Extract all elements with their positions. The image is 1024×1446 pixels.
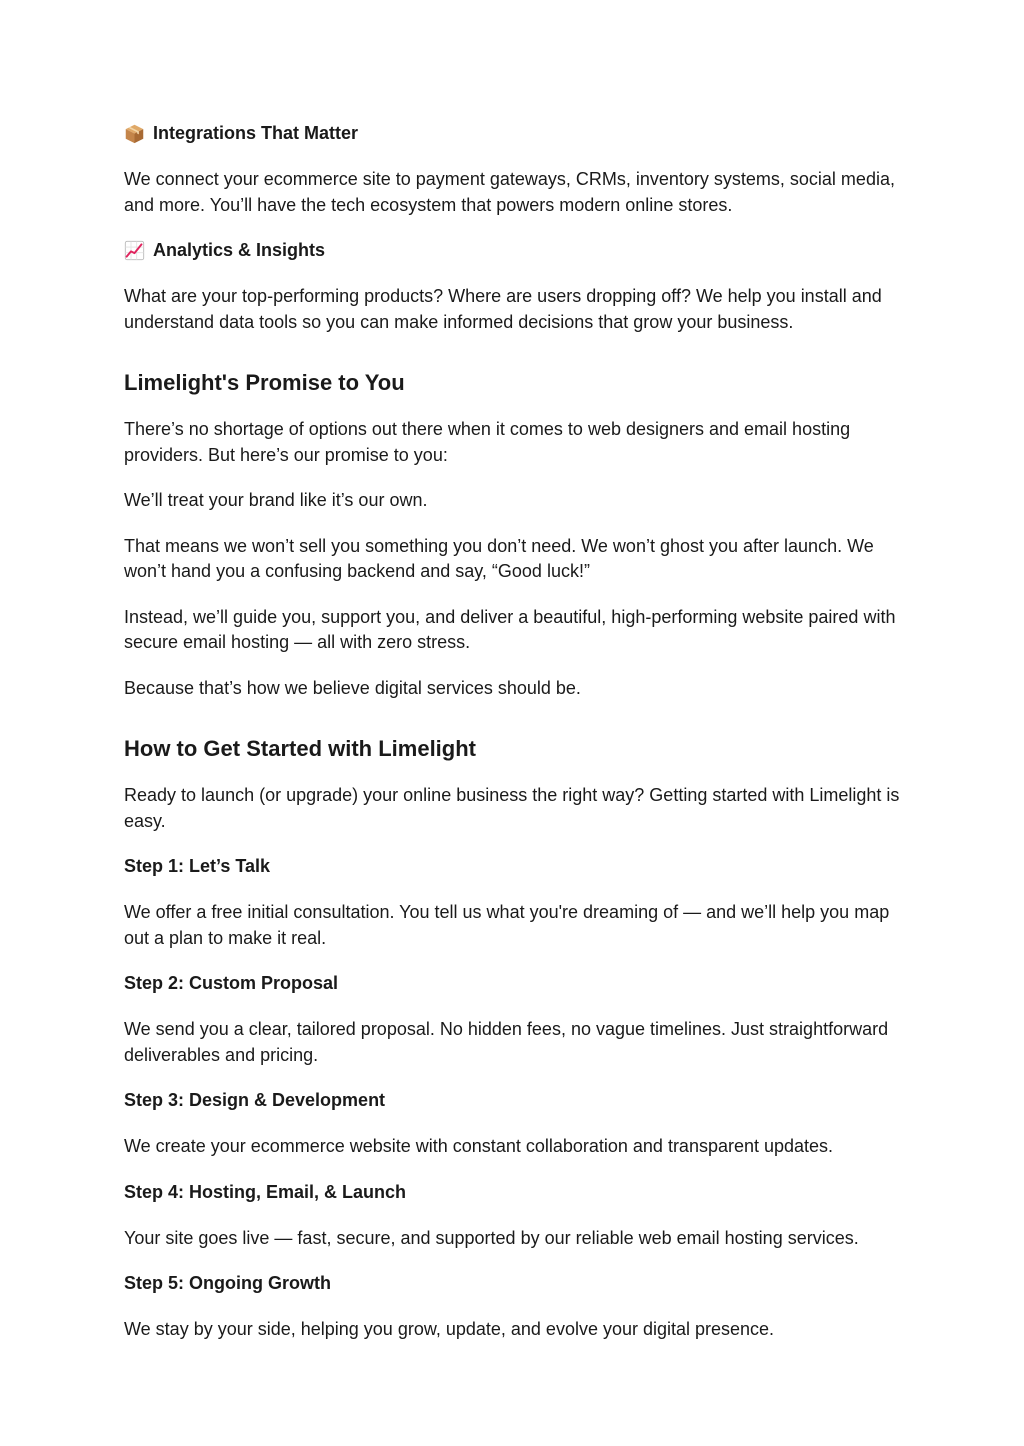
- step-5-description: We stay by your side, helping you grow, update, and evolve your digital presence.: [124, 1319, 775, 1339]
- package-icon: [124, 123, 145, 144]
- promise-paragraph: We’ll treat your brand like it’s our own.: [124, 490, 428, 510]
- feature-description: What are your top-performing products? Where are users dropping off? We help you install and understand data tools so you can make informed decisions that grow your business.: [124, 286, 882, 332]
- promise-heading: Limelight's Promise to You: [124, 370, 405, 395]
- step-5-title: Step 5: Ongoing Growth: [124, 1273, 331, 1293]
- step-2-title: Step 2: Custom Proposal: [124, 973, 339, 993]
- step-4-description: Your site goes live — fast, secure, and supported by our reliable web email hosting services.: [124, 1227, 859, 1248]
- step-1-title: Step 1: Let’s Talk: [124, 856, 271, 876]
- feature-heading-integrations: [124, 121, 914, 146]
- promise-paragraph: Because that’s how we believe digital services should be.: [124, 677, 581, 698]
- step-3-description: We create your ecommerce website with constant collaboration and transparent updates.: [124, 1136, 834, 1156]
- promise-paragraph: Instead, we’ll guide you, support you, and deliver a beautiful, high-performing website paired with secure email hosting — all with zero stress.: [124, 606, 896, 652]
- step-2-description: We send you a clear, tailored proposal. No hidden fees, no vague timelines. Just straightforward deliverables and pricing.: [124, 1019, 889, 1065]
- feature-title: Integrations That Matter: [153, 123, 359, 143]
- step-4-title: Step 4: Hosting, Email, & Launch: [124, 1181, 407, 1202]
- chart-increasing-icon: [124, 240, 145, 261]
- feature-heading-analytics: [124, 238, 914, 263]
- getting-started-heading: How to Get Started with Limelight: [124, 736, 476, 761]
- feature-title: Analytics & Insights: [153, 240, 326, 260]
- promise-paragraph: That means we won’t sell you something you don’t need. We won’t ghost you after launch. We won’t hand you a confusing backend and say, “Good luck!”: [124, 535, 874, 581]
- step-1-description: We offer a free initial consultation. You tell us what you're dreaming of — and we’ll help you map out a plan to make it real.: [124, 902, 890, 948]
- step-3-title: Step 3: Design & Development: [124, 1090, 386, 1110]
- promise-paragraph: There’s no shortage of options out there when it comes to web designers and email hosting providers. But here’s our promise to you:: [124, 419, 851, 465]
- getting-started-intro: Ready to launch (or upgrade) your online business the right way? Getting started with Limelight is easy.: [124, 785, 900, 831]
- document-page: [124, 121, 914, 1363]
- feature-description: We connect your ecommerce site to payment gateways, CRMs, inventory systems, social media, and more. You’ll have the tech ecosystem that powers modern online stores.: [124, 169, 895, 215]
